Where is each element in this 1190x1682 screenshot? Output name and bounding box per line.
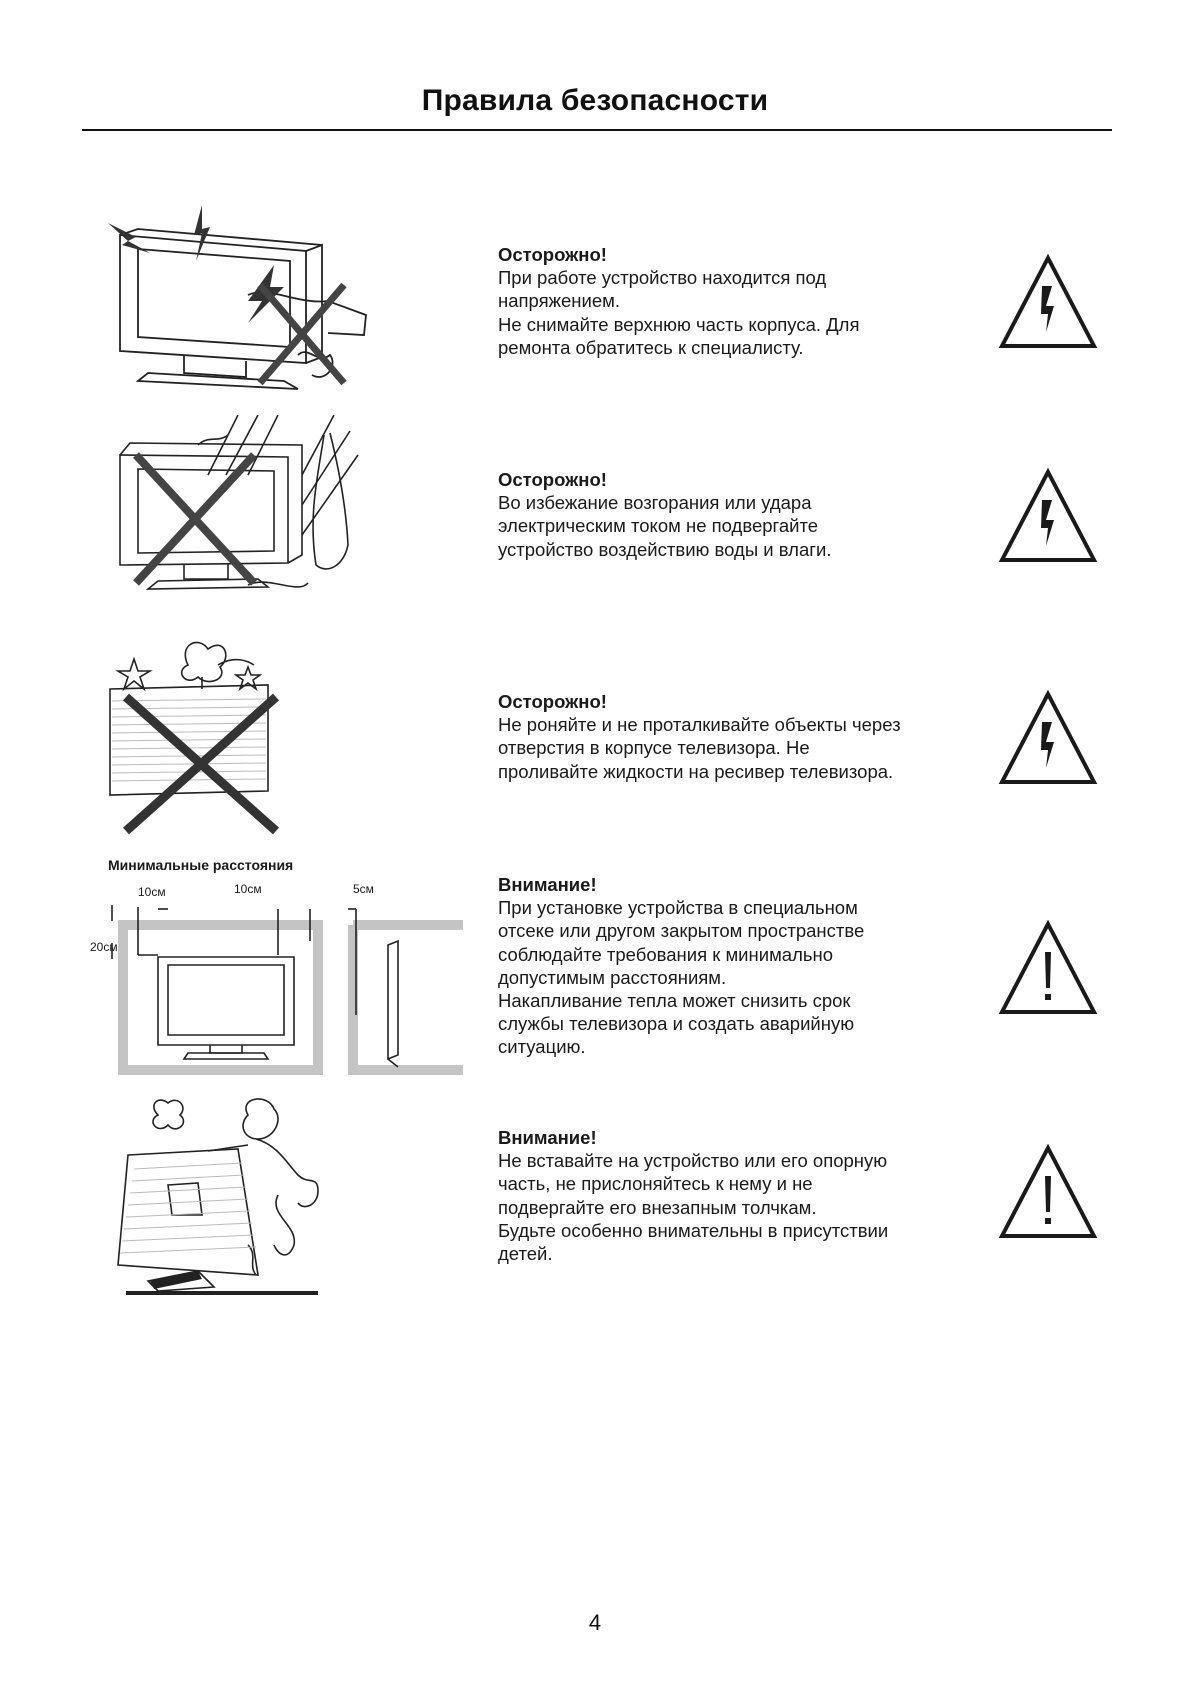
clearance-label-top-left: 10см [138,885,166,899]
exclamation-warning-icon [996,1142,1100,1242]
warning-section-4 [498,873,958,1059]
warning-text-line: подвергайте его внезапным толчкам. [498,1196,817,1218]
warning-text-line: службы телевизора и создать аварийную [498,1013,855,1035]
warning-section-3 [498,690,958,783]
warning-heading: Осторожно! [498,691,607,712]
warning-text-line: допустимым расстояниям. [498,966,727,988]
title-divider [82,129,1112,131]
clearance-label-side: 5см [353,882,374,896]
warning-text-line: детей. [498,1243,553,1265]
warning-heading: Внимание! [498,874,597,895]
warning-text-line: соблюдайте требования к минимально [498,943,834,965]
warning-text-line: ремонта обратитесь к специалисту. [498,336,804,358]
warning-text-line: Во избежание возгорания или удара [498,492,812,514]
warning-section-1 [498,243,958,359]
illustration-tv-no-open-cover [98,205,378,395]
warning-section-2 [498,468,958,561]
warning-text-line: Будьте особенно внимательны в присутствии [498,1219,889,1241]
clearance-label-top-right: 10см [234,882,262,896]
warning-text-line: Не роняйте и не проталкивайте объекты через [498,714,901,736]
warning-heading: Осторожно! [498,244,607,265]
warning-text-line: Накапливание тепла может снизить срок [498,990,851,1012]
high-voltage-warning-icon [996,688,1100,788]
warning-text-line: Не снимайте верхнюю часть корпуса. Для [498,313,860,335]
warning-text-line: напряжением. [498,290,620,312]
warning-text-line: электрическим током не подвергайте [498,515,819,537]
warning-text-line: При работе устройство находится под [498,267,827,289]
warning-text-line: При установке устройства в специальном [498,897,858,919]
warning-heading: Осторожно! [498,469,607,490]
warning-text-line: часть, не прислоняйтесь к нему и не [498,1173,813,1195]
warning-text-line: ситуацию. [498,1036,586,1058]
high-voltage-warning-icon [996,466,1100,566]
high-voltage-warning-icon [996,252,1100,352]
warning-text-line: отверстия в корпусе телевизора. Не [498,737,810,759]
illustration-tv-no-objects [98,635,378,835]
page-title: Правила безопасности [421,84,769,117]
clearance-label-left: 20см [90,940,118,954]
clearance-caption: Минимальные расстояния [108,857,294,873]
warning-section-5 [498,1126,958,1265]
warning-text-line: устройство воздействию воды и влаги. [498,538,832,560]
page-number: 4 [588,1610,602,1635]
illustration-clearance-diagram [98,895,468,1075]
warning-text-line: проливайте жидкости на ресивер телевизора. [498,760,894,782]
warning-text-line: Не вставайте на устройство или его опорную [498,1150,888,1172]
warning-heading: Внимание! [498,1127,597,1148]
illustration-no-climbing [98,1095,378,1295]
exclamation-warning-icon [996,918,1100,1018]
illustration-tv-no-water [98,415,378,615]
warning-text-line: отсеке или другом закрытом пространстве [498,920,865,942]
